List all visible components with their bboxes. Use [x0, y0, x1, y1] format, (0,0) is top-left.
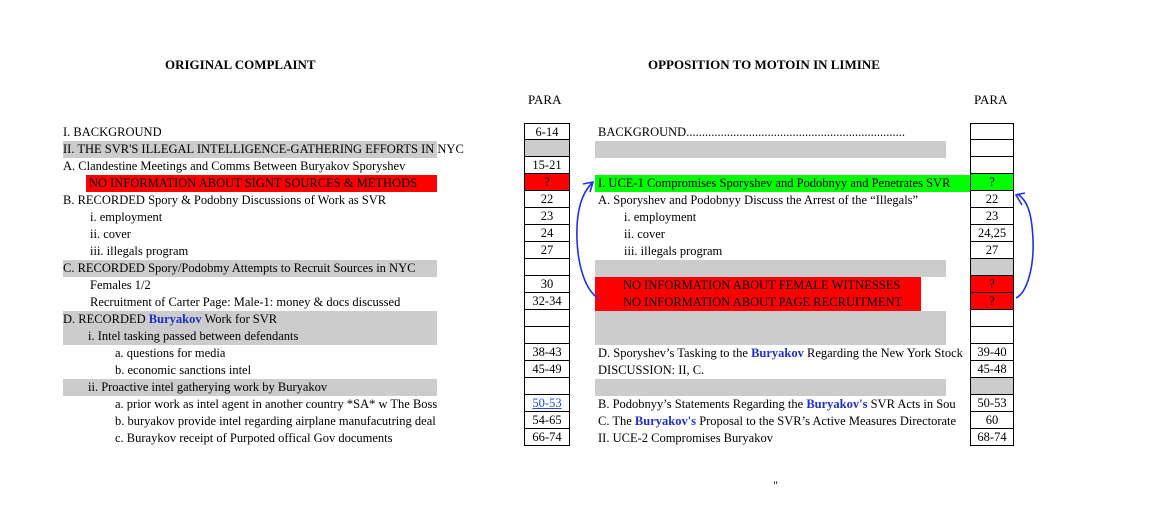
right-row-illegals: iii. illegals program: [624, 244, 723, 258]
right-para-cell: 60: [970, 412, 1014, 429]
left-para-cell: ?: [524, 174, 570, 191]
right-row-proposal: C. The Buryakov's Proposal to the SVR’s Active Measures Directorate: [598, 414, 957, 428]
right-para-cell: ?: [970, 276, 1014, 293]
left-para-cell: 27: [524, 242, 570, 259]
left-para-cell: 24: [524, 225, 570, 242]
right-row-uce2: II. UCE-2 Compromises Buryakov: [598, 431, 773, 445]
left-para-cell: 6-14: [524, 123, 570, 140]
right-row-employment: i. employment: [624, 210, 697, 224]
left-row-employment: i. employment: [90, 210, 163, 224]
left-row-buryakov-work: D. RECORDED Buryakov Work for SVR: [63, 311, 437, 328]
left-row-illegals: iii. illegals program: [90, 244, 189, 258]
left-para-cell: 66-74: [524, 429, 570, 446]
right-para-label: PARA: [974, 92, 1008, 107]
right-para-cell: ?: [970, 174, 1014, 191]
right-column-header: OPPOSITION TO MOTOIN IN LIMINE: [648, 57, 880, 72]
left-para-cell: 38-43: [524, 344, 570, 361]
left-row-airplane: b. buryakov provide intel regarding airplane manufacutring deal: [115, 414, 436, 428]
right-para-cell: 23: [970, 208, 1014, 225]
left-row-svr-efforts: II. THE SVR'S ILLEGAL INTELLIGENCE-GATHERING EFFORTS IN NYC: [63, 142, 464, 156]
right-row-cover: ii. cover: [624, 227, 665, 241]
buryakov-name: Buryakov's: [806, 397, 868, 411]
right-row-no-info-female: NO INFORMATION ABOUT FEMALE WITNESSES: [595, 277, 921, 294]
left-row-intel-tasking: i. Intel tasking passed between defendants: [63, 328, 437, 345]
left-para-cell: 54-65: [524, 412, 570, 429]
right-para-cell: 39-40: [970, 344, 1014, 361]
left-row-carter-page: Recruitment of Carter Page: Male-1: money & docs discussed: [90, 295, 401, 309]
right-para-cell: 68-74: [970, 429, 1014, 446]
left-row-recorded-spory: B. RECORDED Spory & Podobny Discussions of Work as SVR: [63, 193, 387, 207]
buryakov-name: Buryakov: [148, 312, 202, 326]
left-column-header: ORIGINAL COMPLAINT: [165, 57, 316, 72]
right-para-cell: 45-48: [970, 361, 1014, 378]
left-row-no-info-signt: NO INFORMATION ABOUT SIGNT SOURCES & METHODS: [86, 175, 437, 192]
left-row-background: I. BACKGROUND: [63, 125, 162, 139]
left-para-cell: 22: [524, 191, 570, 208]
right-row-arrest-illegals: A. Sporyshev and Podobnyy Discuss the Arrest of the “Illegals”: [598, 193, 919, 207]
left-row-gov-docs: c. Buraykov receipt of Purpoted offical Gov documents: [115, 431, 393, 445]
right-para-cell: 24,25: [970, 225, 1014, 242]
left-row-females: Females 1/2: [90, 278, 151, 292]
left-row-recruit-sources: C. RECORDED Spory/Podobmy Attempts to Recruit Sources in NYC: [63, 260, 437, 277]
left-para-cell: 32-34: [524, 293, 570, 310]
left-para-label: PARA: [528, 92, 562, 107]
left-row-cover: ii. cover: [90, 227, 131, 241]
right-row-uce1: I. UCE-1 Compromises Sporyshev and Podobnyy and Penetrates SVR: [595, 175, 970, 192]
left-row-proactive: ii. Proactive intel gatherying work by Buryakov: [63, 379, 437, 396]
right-row-discussion: DISCUSSION: II, C.: [598, 363, 705, 377]
left-para-link[interactable]: 50-53: [524, 395, 570, 412]
right-row-no-info-page: NO INFORMATION ABOUT PAGE RECRUITMENT: [595, 294, 921, 311]
buryakov-name: Buryakov's: [634, 414, 697, 428]
footer-mark: ": [773, 478, 778, 492]
left-row-sanctions: b. economic sanctions intel: [115, 363, 252, 377]
left-para-cell: 15-21: [524, 157, 570, 174]
left-curved-arrow: [577, 183, 598, 298]
right-para-cell: 27: [970, 242, 1014, 259]
right-para-cell: 50-53: [970, 395, 1014, 412]
right-row-background: BACKGROUND......................................................................: [598, 125, 905, 139]
right-para-cell: ?: [970, 293, 1014, 310]
left-para-cell: 30: [524, 276, 570, 293]
buryakov-name: Buryakov: [751, 346, 804, 360]
right-row-podobnyy-statements: B. Podobnyy’s Statements Regarding the Buryakov's SVR Acts in Sou: [598, 397, 956, 411]
right-curved-arrow: [1016, 194, 1033, 298]
right-para-cell: 22: [970, 191, 1014, 208]
left-para-cell: 23: [524, 208, 570, 225]
left-row-clandestine: A. Clandestine Meetings and Comms Between Buryakov Sporyshev: [63, 159, 406, 173]
left-para-cell: 45-49: [524, 361, 570, 378]
left-row-prior-work: a. prior work as intel agent in another country *SA* w The Boss: [115, 397, 438, 411]
right-row-tasking: D. Sporyshev’s Tasking to the Buryakov Regarding the New York Stock: [598, 346, 963, 360]
left-row-media: a. questions for media: [115, 346, 226, 360]
